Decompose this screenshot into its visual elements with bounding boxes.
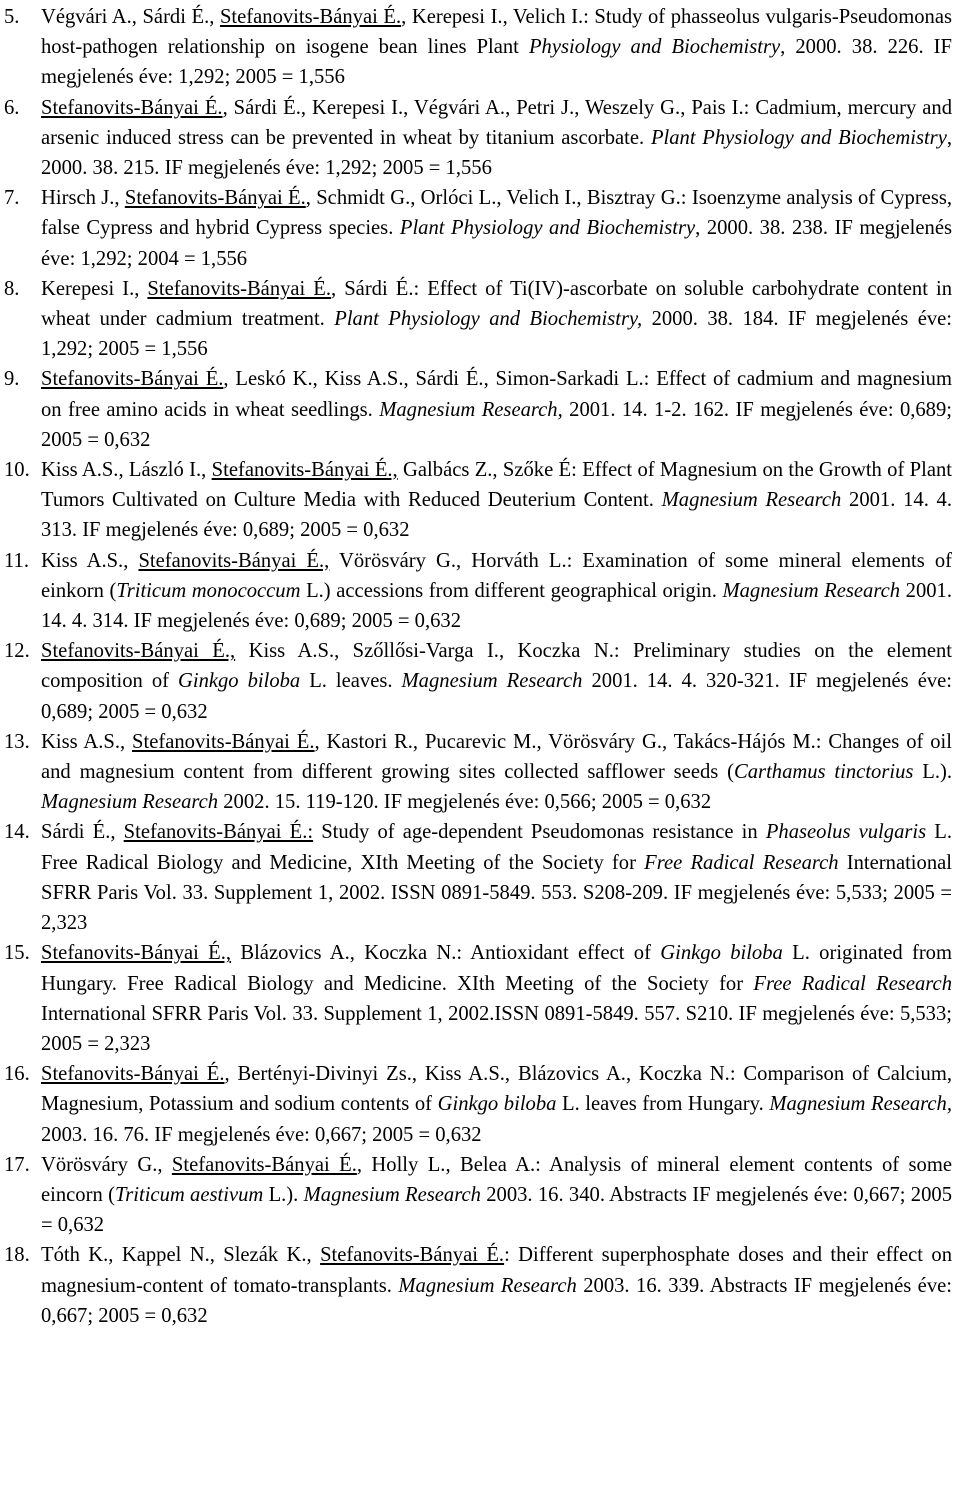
- author-highlight: Stefanovits-Bányai É.: [41, 1063, 225, 1086]
- reference-item: [4, 364, 952, 455]
- reference-text: [41, 727, 952, 818]
- author-highlight: Stefanovits-Bányai É.: [147, 277, 332, 300]
- reference-item: [4, 817, 952, 938]
- reference-segment: , 2000. 38. 215. IF megjelenés éve: 1,292; 2005 = 1,556: [41, 126, 952, 180]
- author-highlight: Stefanovits-Bányai É.,: [211, 459, 398, 482]
- author-highlight: Stefanovits-Bányai É.: [171, 1153, 357, 1176]
- reference-segment: International SFRR Paris Vol. 33. Supplement 1, 2002.ISSN 0891-5849. 557. S210. IF megjelenés éve: 5,533; 2005 = 2,323: [41, 1002, 952, 1055]
- italic-text: Magnesium Research: [401, 670, 583, 693]
- reference-number: 15.: [4, 942, 30, 965]
- reference-segment: Vörösváry G., Horváth L.: Examination of some mineral elements of einkorn (: [41, 549, 952, 602]
- reference-number: 7.: [4, 187, 20, 210]
- reference-number: 17.: [4, 1153, 30, 1176]
- reference-text: [41, 1059, 952, 1150]
- italic-text: Ginkgo biloba: [437, 1093, 557, 1116]
- reference-text: [41, 2, 952, 93]
- reference-segment: Kiss A.S., Szőllősi-Varga I., Koczka N.: Preliminary studies on the element composition of: [41, 640, 952, 693]
- reference-item: [4, 938, 952, 1059]
- author-highlight: Stefanovits-Bányai É.: [41, 96, 223, 119]
- author-highlight: Stefanovits-Bányai É.: [320, 1244, 505, 1267]
- reference-segment: 2003. 16. 76. IF megjelenés éve: 0,667; 2005 = 0,632: [41, 1123, 482, 1146]
- author-highlight: Stefanovits-Bányai É.:: [123, 821, 314, 844]
- reference-number: 9.: [4, 368, 20, 391]
- italic-text: Magnesium Research: [398, 1274, 577, 1297]
- reference-segment: L. leaves.: [300, 670, 402, 693]
- reference-segment: 2001. 14. 4. 313. IF megjelenés éve: 0,689; 2005 = 0,632: [41, 489, 953, 542]
- reference-item: [4, 727, 952, 818]
- reference-segment: , Leskó K., Kiss A.S., Sárdi É., Simon-Sarkadi L.: Effect of cadmium and magnesium on free amino acids in wheat seedlings.: [41, 368, 952, 421]
- reference-segment: 2001. 14. 4. 314. IF megjelenés éve: 0,689; 2005 = 0,632: [41, 579, 952, 633]
- reference-segment: 2003. 16. 339. Abstracts IF megjelenés éve: 0,667; 2005 = 0,632: [41, 1274, 952, 1327]
- reference-segment: L.).: [263, 1183, 304, 1206]
- reference-segment: Tóth K., Kappel N., Slezák K.,: [41, 1244, 321, 1267]
- reference-number: 11.: [4, 549, 29, 572]
- reference-number: 18.: [4, 1244, 30, 1267]
- reference-text: [41, 455, 952, 546]
- author-highlight: Stefanovits-Bányai É.,: [41, 640, 236, 663]
- reference-segment: , Schmidt G., Orlóci L., Velich I., Bisztray G.: Isoenzyme analysis of Cypress, false Cypress and hybrid Cypress species.: [41, 187, 952, 240]
- reference-list: [4, 2, 952, 1331]
- italic-text: Triticum monococcum: [116, 579, 301, 602]
- author-highlight: Stefanovits-Bányai É.: [132, 730, 315, 753]
- author-highlight: Stefanovits-Bányai É.: [41, 368, 224, 391]
- reference-segment: Kerepesi I.,: [41, 277, 148, 300]
- author-highlight: Stefanovits-Bányai É.: [219, 6, 402, 28]
- reference-item: [4, 2, 952, 93]
- italic-text: Phaseolus vulgaris: [765, 821, 927, 844]
- italic-text: Magnesium Research,: [769, 1093, 953, 1116]
- reference-segment: Kiss A.S.,: [41, 730, 133, 753]
- reference-segment: Kiss A.S., László I.,: [41, 459, 212, 482]
- italic-text: Free Radical Research: [644, 851, 839, 874]
- reference-text: [41, 93, 952, 184]
- italic-text: Magnesium Research: [722, 579, 901, 602]
- italic-text: Plant Physiology and Biochemistry,: [334, 308, 643, 331]
- reference-text: [41, 1150, 952, 1241]
- reference-text: [41, 938, 952, 1059]
- reference-segment: , Kerepesi I., Velich I.: Study of phasseolus vulgaris-Pseudomonas host-pathogen relationship on isogene bean lines Plant: [41, 6, 952, 59]
- reference-segment: Hirsch J.,: [41, 187, 125, 210]
- reference-segment: Végvári A., Sárdi É.,: [41, 6, 220, 28]
- reference-item: [4, 636, 952, 727]
- italic-text: Ginkgo biloba: [177, 670, 301, 693]
- reference-segment: , Sárdi É., Kerepesi I., Végvári A., Petri J., Weszely G., Pais I.: Cadmium, mercury and arsenic induced stress can be prevented in wheat by titanium ascorbate.: [41, 96, 952, 149]
- reference-segment: 2002. 15. 119-120. IF megjelenés éve: 0,566; 2005 = 0,632: [218, 791, 712, 814]
- reference-segment: Sárdi É.,: [41, 821, 124, 844]
- italic-text: Magnesium Research: [303, 1183, 481, 1206]
- reference-item: [4, 546, 952, 637]
- reference-text: [41, 546, 952, 637]
- author-highlight: Stefanovits-Bányai É.: [124, 187, 306, 210]
- reference-segment: L.) accessions from different geographical origin.: [300, 579, 723, 602]
- reference-number: 12.: [4, 640, 30, 663]
- reference-text: [41, 183, 952, 274]
- reference-segment: L. leaves from Hungary.: [556, 1093, 770, 1116]
- reference-segment: : Different superphosphate doses and their effect on magnesium-content of tomato-transplants.: [41, 1244, 953, 1297]
- reference-segment: Study of age-dependent Pseudomonas resistance in: [313, 821, 766, 844]
- italic-text: Physiology and Biochemistry: [528, 36, 781, 59]
- reference-segment: International SFRR Paris Vol. 33. Supplement 1, 2002. ISSN 0891-5849. 553. S208-209. IF megjelenés éve: 5,533; 2005 = 2,323: [41, 851, 952, 935]
- reference-segment: L. Free Radical Biology and Medicine, XIth Meeting of the Society for: [41, 821, 953, 874]
- reference-item: [4, 455, 952, 546]
- reference-text: [41, 364, 952, 455]
- reference-text: [41, 817, 952, 938]
- reference-item: [4, 183, 952, 274]
- reference-number: 14.: [4, 821, 30, 844]
- reference-item: [4, 1150, 952, 1241]
- reference-segment: L. originated from Hungary. Free Radical Biology and Medicine. XIth Meeting of the Society for: [41, 942, 952, 995]
- reference-segment: L.).: [913, 761, 952, 784]
- italic-text: Magnesium Research: [661, 489, 842, 512]
- reference-number: 5.: [4, 6, 20, 28]
- italic-text: Ginkgo biloba: [660, 942, 783, 965]
- reference-segment: Kiss A.S.,: [41, 549, 139, 572]
- reference-segment: 2003. 16. 340. Abstracts IF megjelenés éve: 0,667; 2005 = 0,632: [41, 1183, 952, 1237]
- italic-text: Magnesium Research: [41, 791, 219, 814]
- reference-number: 6.: [4, 96, 20, 119]
- reference-segment: , Kastori R., Pucarevic M., Vörösváry G., Takács-Hájós M.: Changes of oil and magnesium content from different growing sites collected safflower seeds (: [41, 730, 952, 784]
- reference-number: 8.: [4, 277, 20, 300]
- author-highlight: Stefanovits-Bányai É.,: [41, 942, 232, 965]
- reference-text: [41, 636, 952, 727]
- reference-segment: 2000. 38. 184. IF megjelenés éve: 1,292; 2005 = 1,556: [41, 308, 952, 361]
- reference-segment: Vörösváry G.,: [41, 1153, 172, 1176]
- italic-text: Plant Physiology and Biochemistry: [650, 126, 947, 149]
- italic-text: Carthamus tinctorius: [734, 761, 914, 784]
- reference-number: 10.: [4, 459, 30, 482]
- reference-item: [4, 93, 952, 184]
- reference-item: [4, 1059, 952, 1150]
- reference-segment: , Bertényi-Divinyi Zs., Kiss A.S., Blázovics A., Koczka N.: Comparison of Calcium, Magnesium, Potassium and sodium contents of: [41, 1063, 952, 1116]
- reference-segment: , 2000. 38. 238. IF megjelenés éve: 1,292; 2004 = 1,556: [41, 217, 952, 270]
- reference-text: [41, 1240, 952, 1331]
- italic-text: Triticum aestivum: [114, 1183, 264, 1206]
- reference-number: 13.: [4, 730, 30, 753]
- italic-text: Magnesium Research,: [379, 398, 563, 421]
- reference-item: [4, 274, 952, 365]
- author-highlight: Stefanovits-Bányai É.,: [138, 549, 330, 572]
- reference-text: [41, 274, 952, 365]
- reference-item: [4, 1240, 952, 1331]
- reference-segment: , Sárdi É.: Effect of Ti(IV)-ascorbate on soluble carbohydrate content in wheat under cadmium treatment.: [41, 277, 953, 331]
- italic-text: Plant Physiology and Biochemistry: [399, 217, 696, 240]
- reference-segment: 2001. 14. 1-2. 162. IF megjelenés éve: 0,689; 2005 = 0,632: [41, 398, 953, 451]
- reference-number: 16.: [4, 1063, 30, 1086]
- italic-text: Free Radical Research: [753, 972, 952, 995]
- reference-segment: 2001. 14. 4. 320-321. IF megjelenés éve: 0,689; 2005 = 0,632: [41, 670, 952, 723]
- reference-segment: , Holly L., Belea A.: Analysis of mineral element contents of some eincorn (: [41, 1153, 953, 1206]
- reference-segment: , 2000. 38. 226. IF megjelenés éve: 1,292; 2005 = 1,556: [41, 36, 952, 89]
- reference-segment: Blázovics A., Koczka N.: Antioxidant effect of: [231, 942, 661, 965]
- reference-segment: Galbács Z., Szőke É: Effect of Magnesium on the Growth of Plant Tumors Cultivated on Culture Media with Reduced Deuterium Content.: [41, 459, 952, 512]
